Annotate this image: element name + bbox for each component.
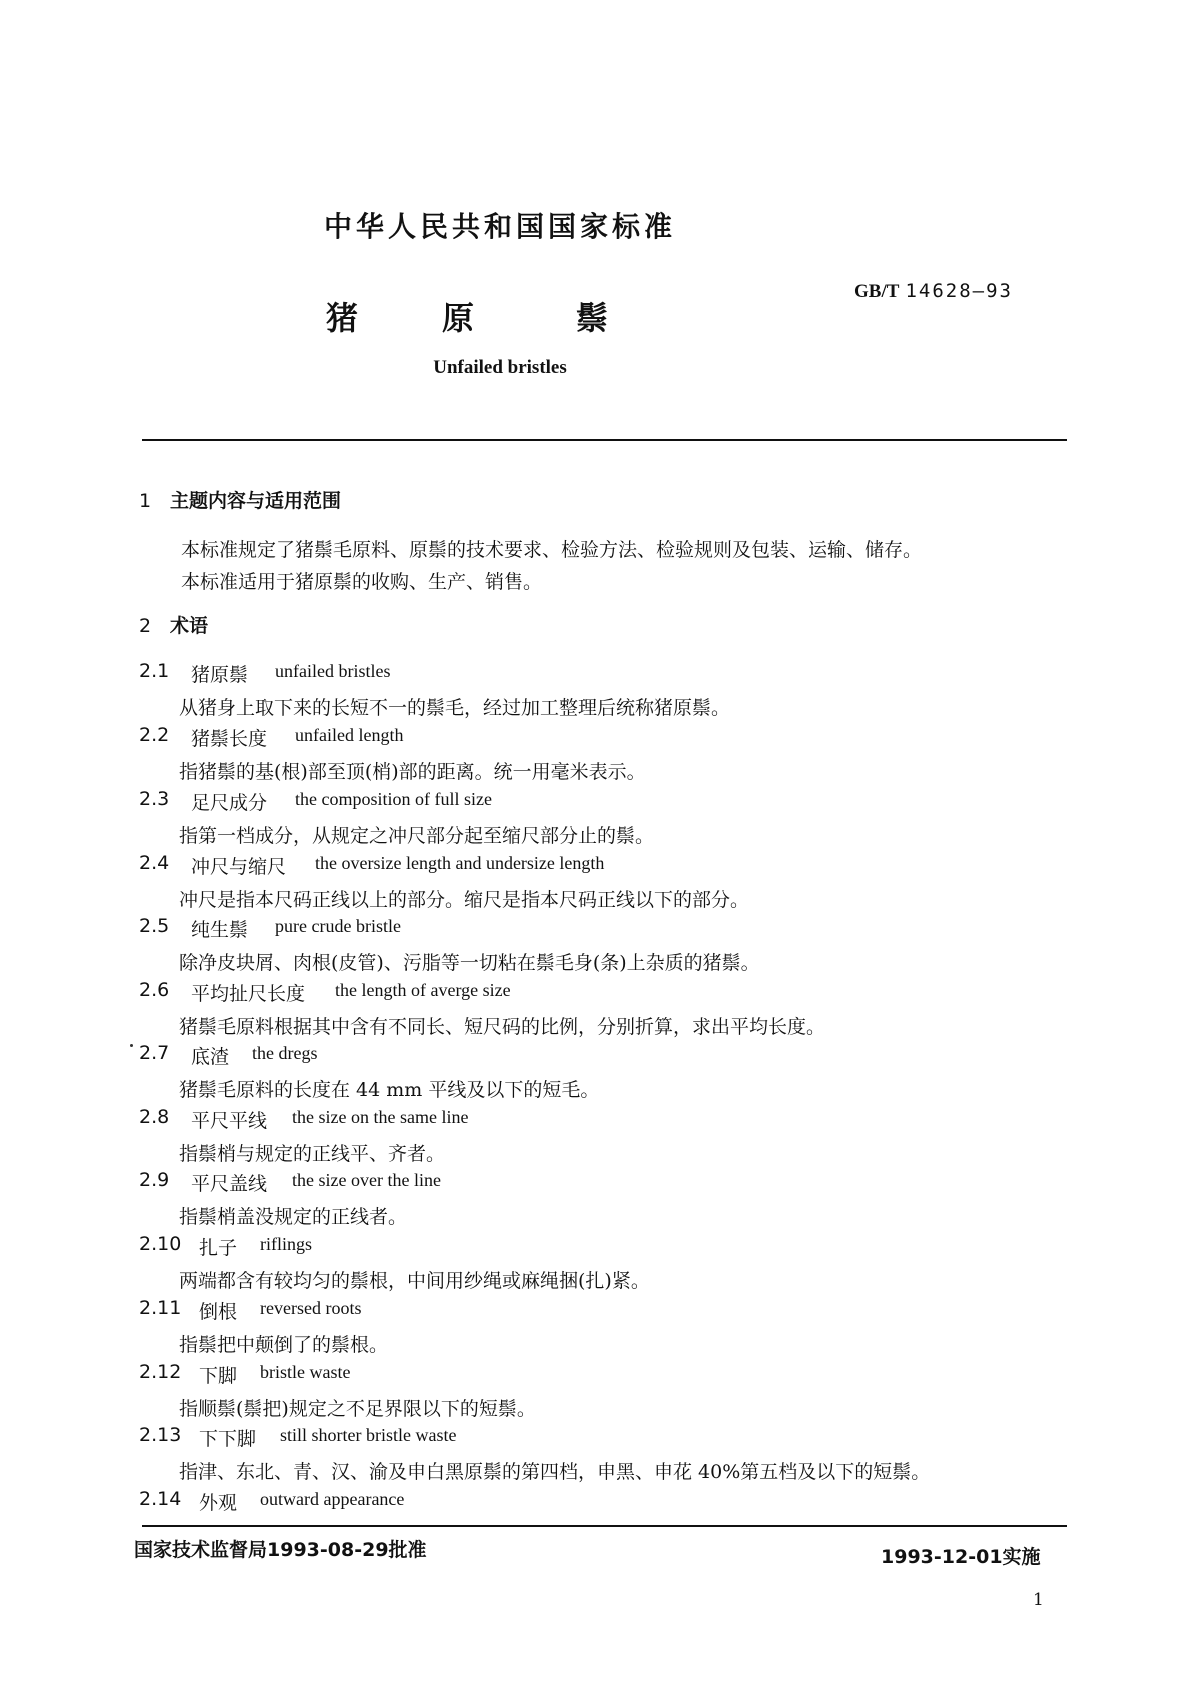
term-definition: 指第一档成分，从规定之冲尺部分起至缩尺部分止的鬃。 — [179, 825, 655, 847]
term-number: 2.13 — [139, 1424, 182, 1446]
term-number: 2.14 — [139, 1488, 182, 1510]
term-name-en: unfailed bristles — [275, 661, 391, 681]
term-name-en: the size on the same line — [292, 1107, 469, 1127]
term-number: 2.8 — [139, 1106, 170, 1128]
term-definition: 猪鬃毛原料的长度在 44 mm 平线及以下的短毛。 — [179, 1079, 600, 1101]
term-name-zh: 纯生鬃 — [191, 919, 249, 941]
term-definition: 指鬃把中颠倒了的鬃根。 — [179, 1334, 389, 1356]
term-name-en: the length of averge size — [335, 980, 511, 1000]
term-number: 2.10 — [139, 1233, 182, 1255]
term-name-en: the dregs — [252, 1043, 318, 1063]
term-definition: 从猪身上取下来的长短不一的鬃毛，经过加工整理后统称猪原鬃。 — [179, 697, 731, 719]
term-name-en: riflings — [260, 1234, 312, 1254]
term-name-zh: 扎子 — [199, 1237, 238, 1259]
term-definition: 猪鬃毛原料根据其中含有不同长、短尺码的比例，分别折算，求出平均长度。 — [179, 1016, 826, 1038]
term-definition: 两端都含有较均匀的鬃根，中间用纱绳或麻绳捆(扎)紧。 — [179, 1270, 650, 1292]
term-number: 2.1 — [139, 660, 170, 682]
term-name-en: the size over the line — [292, 1170, 441, 1190]
standard-number: 14628—93 — [905, 280, 1013, 302]
term-name-zh: 外观 — [199, 1492, 238, 1514]
term-name-en: unfailed length — [295, 725, 404, 745]
term-definition: 指鬃梢盖没规定的正线者。 — [179, 1206, 408, 1228]
term-name-zh: 倒根 — [199, 1301, 238, 1323]
standard-series-title: 中华人民共和国国家标准 — [323, 210, 676, 243]
section-2-number: 2 — [139, 615, 152, 637]
section-1-paragraph: 本标准适用于猪原鬃的收购、生产、销售。 — [181, 571, 543, 593]
term-number: 2.7 — [139, 1042, 170, 1064]
doc-subtitle-en: Unfailed bristles — [433, 357, 567, 378]
section-2-title: 术语 — [170, 615, 209, 637]
term-name-en: pure crude bristle — [275, 916, 401, 936]
term-number: 2.4 — [139, 852, 170, 874]
term-definition: 除净皮块屑、肉根(皮管)、污脂等一切粘在鬃毛身(条)上杂质的猪鬃。 — [179, 952, 760, 974]
page-number: 1 — [1033, 1590, 1044, 1610]
term-definition: 指鬃梢与规定的正线平、齐者。 — [179, 1143, 446, 1165]
term-name-en: reversed roots — [260, 1298, 362, 1318]
doc-title-char-2: 原 — [442, 299, 475, 337]
term-name-zh: 足尺成分 — [191, 792, 268, 814]
term-definition: 指猪鬃的基(根)部至顶(梢)部的距离。统一用毫米表示。 — [179, 761, 646, 783]
term-name-en: bristle waste — [260, 1362, 351, 1382]
term-number: 2.3 — [139, 788, 170, 810]
standard-code — [854, 280, 1013, 303]
doc-title-char-1: 猪 — [326, 299, 359, 337]
section-1-number: 1 — [139, 490, 152, 512]
term-number: 2.5 — [139, 915, 170, 937]
scan-speck — [130, 1044, 133, 1047]
term-name-zh: 下脚 — [199, 1365, 238, 1387]
term-name-zh: 平均扯尺长度 — [191, 983, 306, 1005]
term-number: 2.2 — [139, 724, 170, 746]
term-name-zh: 冲尺与缩尺 — [191, 856, 287, 878]
term-number: 2.11 — [139, 1297, 182, 1319]
term-number: 2.12 — [139, 1361, 182, 1383]
term-name-zh: 猪原鬃 — [191, 664, 249, 686]
term-name-en: still shorter bristle waste — [280, 1425, 457, 1445]
term-name-en: outward appearance — [260, 1489, 405, 1509]
section-1-title: 主题内容与适用范围 — [170, 490, 342, 512]
approval-line: 国家技术监督局1993-08-29批准 — [134, 1539, 427, 1561]
effective-date: 1993-12-01实施 — [881, 1546, 1041, 1568]
term-name-zh: 下下脚 — [199, 1428, 257, 1450]
term-name-zh: 平尺平线 — [191, 1110, 268, 1132]
term-definition: 指顺鬃(鬃把)规定之不足界限以下的短鬃。 — [179, 1398, 536, 1420]
section-1-paragraph: 本标准规定了猪鬃毛原料、原鬃的技术要求、检验方法、检验规则及包装、运输、储存。 — [181, 539, 923, 561]
term-definition: 指津、东北、青、汉、渝及申白黑原鬃的第四档，申黑、申花 40%第五档及以下的短鬃。 — [179, 1461, 931, 1483]
term-name-zh: 猪鬃长度 — [191, 728, 268, 750]
standard-prefix: GB/T — [854, 281, 900, 302]
term-name-zh: 平尺盖线 — [191, 1173, 268, 1195]
doc-title-char-3: 鬃 — [576, 299, 609, 337]
section-2-heading — [139, 611, 208, 638]
term-name-en: the oversize length and undersize length — [315, 853, 605, 873]
header-divider — [142, 439, 1067, 441]
term-name-en: the composition of full size — [295, 789, 492, 809]
section-1-heading — [139, 486, 341, 513]
term-definition: 冲尺是指本尺码正线以上的部分。缩尺是指本尺码正线以下的部分。 — [179, 889, 750, 911]
term-number: 2.9 — [139, 1169, 170, 1191]
term-number: 2.6 — [139, 979, 170, 1001]
term-name-zh: 底渣 — [191, 1046, 230, 1068]
footer-divider — [142, 1525, 1067, 1527]
